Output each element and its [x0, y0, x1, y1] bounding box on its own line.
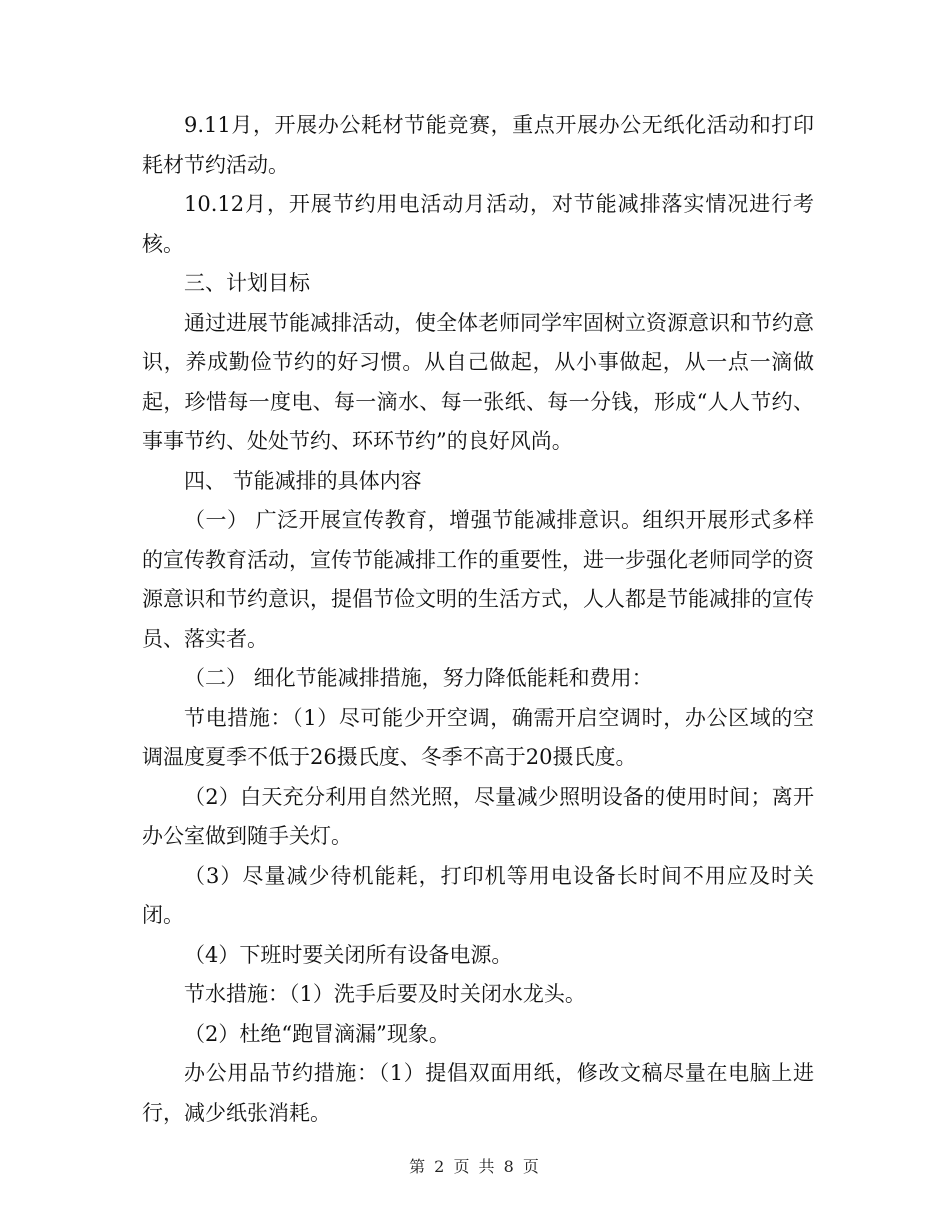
paragraph-electricity-4: （4）下班时要关闭所有设备电源。	[184, 942, 513, 967]
paragraph-measures-heading: （二） 细化节能减排措施，努力降低能耗和费用：	[184, 666, 653, 690]
page-footer: 第 2 页 共 8 页	[409, 1157, 541, 1176]
paragraph-office-supplies-1: 办公用品节约措施：（1）提倡双面用纸，修改文稿尽量在电脑上进行，减少纸张消耗。	[142, 1061, 814, 1125]
paragraph-electricity-3: （3）尽量减少待机能耗，打印机等用电设备长时间不用应及时关闭。	[142, 863, 814, 927]
paragraph-water-2: （2）杜绝“跑冒滴漏”现象。	[184, 1021, 450, 1046]
section-heading-specific-content: 四、 节能减排的具体内容	[184, 468, 422, 493]
paragraph-water-1: 节水措施：（1）洗手后要及时关闭水龙头。	[184, 982, 586, 1006]
paragraph-electricity-1: 节电措施：（1）尽可能少开空调，确需开启空调时，办公区域的空调温度夏季不低于26摄氏度、冬季不高于20摄氏度。	[142, 705, 814, 769]
section-heading-plan-goals: 三、计划目标	[184, 271, 310, 295]
paragraph-item-10: 10.12月，开展节约用电活动月活动，对节能减排落实情况进行考核。	[142, 192, 814, 256]
document-body	[142, 106, 814, 1133]
paragraph-item-9: 9.11月，开展办公耗材节能竞赛，重点开展办公无纸化活动和打印耗材节约活动。	[142, 113, 814, 177]
paragraph-publicity: （一） 广泛开展宣传教育，增强节能减排意识。组织开展形式多样的宣传教育活动，宣传节能减排工作的重要性，进一步强化老师同学的资源意识和节约意识，提倡节俭文明的生活方式，人人都是节能减排的宣传员、落实者。	[142, 508, 814, 651]
paragraph-plan-goals: 通过进展节能减排活动，使全体老师同学牢固树立资源意识和节约意识，养成勤俭节约的好习惯。从自己做起，从小事做起，从一点一滴做起，珍惜每一度电、每一滴水、每一张纸、每一分钱，形成“人人节约、事事节约、处处节约、环环节约”的良好风尚。	[142, 310, 814, 453]
paragraph-electricity-2: （2）白天充分利用自然光照，尽量减少照明设备的使用时间；离开办公室做到随手关灯。	[142, 784, 814, 848]
